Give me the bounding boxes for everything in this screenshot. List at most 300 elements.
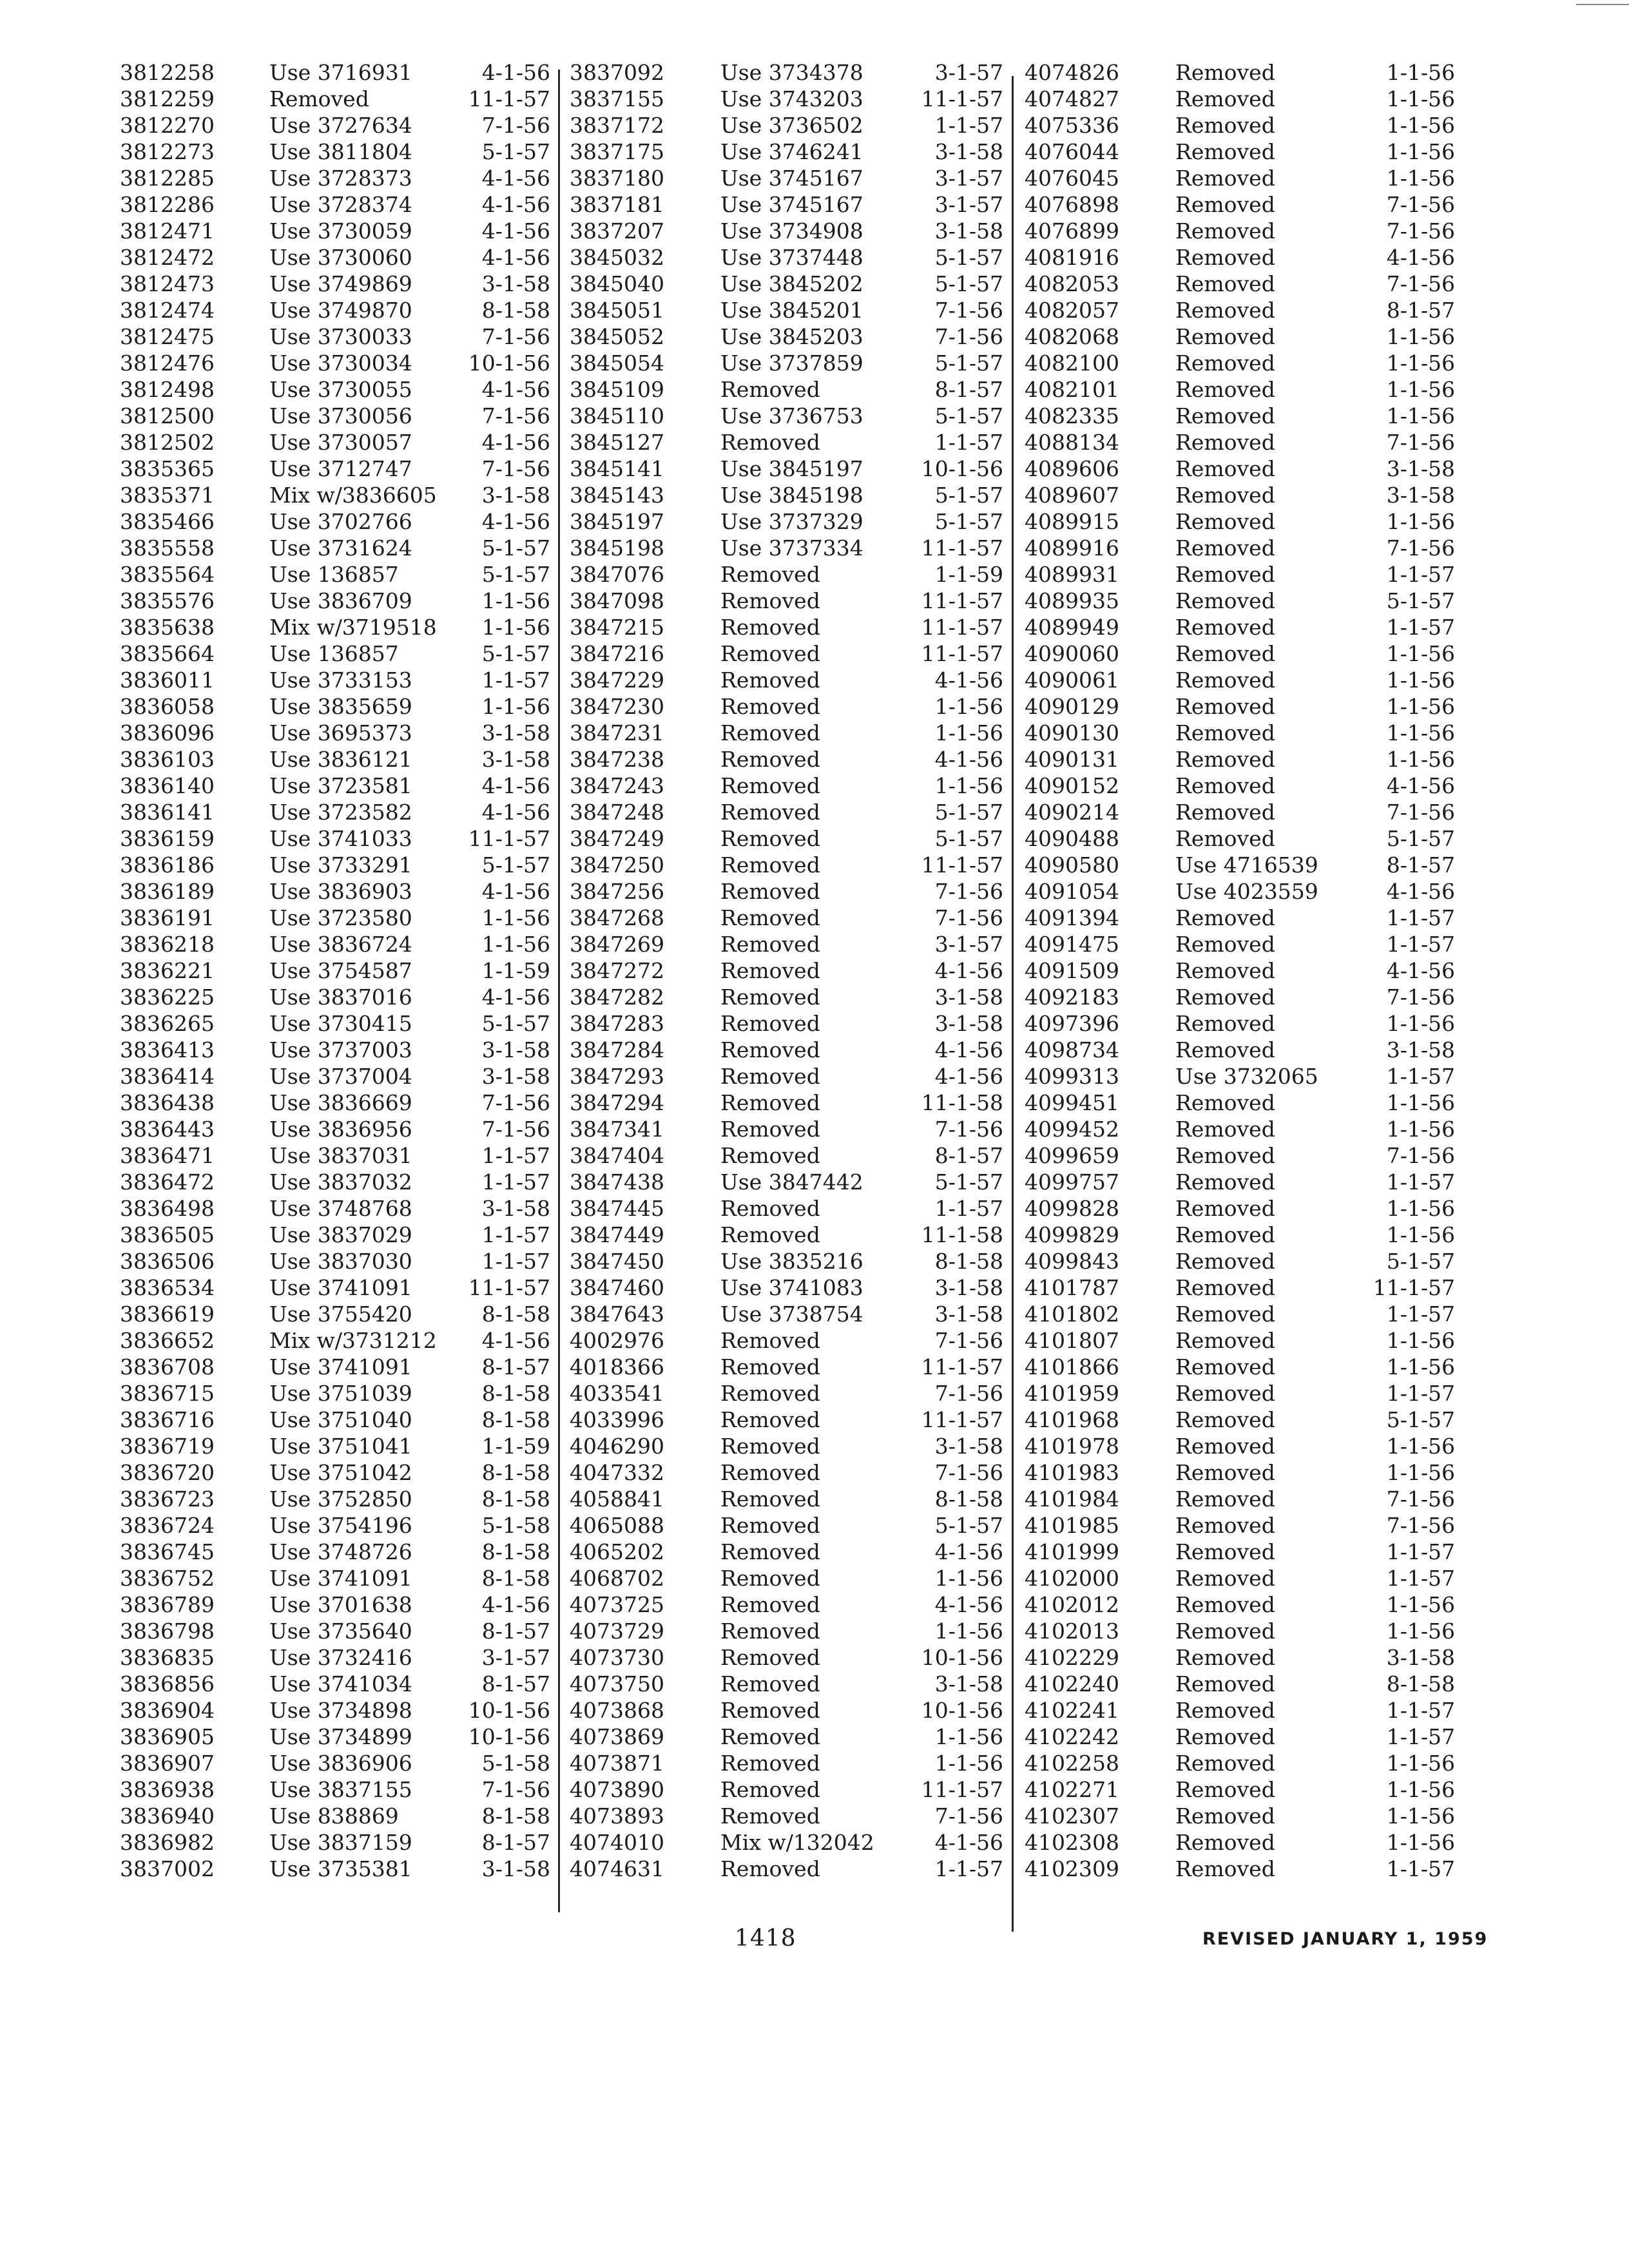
disposition-text: Use 3751041 bbox=[269, 1434, 412, 1459]
effective-date: 1-1-56 bbox=[1386, 1328, 1455, 1353]
effective-date: 1-1-56 bbox=[934, 720, 1003, 745]
effective-date: 4-1-56 bbox=[481, 377, 550, 402]
part-number: 4102307 bbox=[1025, 1803, 1119, 1829]
disposition-text: Use 3811804 bbox=[269, 139, 412, 164]
part-number: 3835558 bbox=[120, 535, 215, 561]
table-row bbox=[111, 1776, 555, 1803]
table-row bbox=[111, 852, 555, 878]
effective-date: 1-1-56 bbox=[934, 1566, 1003, 1591]
effective-date: 7-1-56 bbox=[1386, 1513, 1455, 1538]
table-row bbox=[561, 984, 1008, 1010]
disposition-text: Removed bbox=[1175, 1037, 1275, 1062]
disposition-text: Removed bbox=[1175, 826, 1275, 851]
part-number: 3812471 bbox=[120, 218, 215, 244]
disposition-text: Use 3754196 bbox=[269, 1513, 412, 1538]
effective-date: 1-1-56 bbox=[934, 773, 1003, 798]
effective-date: 1-1-56 bbox=[1386, 641, 1455, 666]
part-number: 3837175 bbox=[570, 139, 664, 164]
disposition-text: Use 3736753 bbox=[720, 403, 863, 428]
effective-date: 3-1-58 bbox=[1386, 483, 1455, 508]
part-number: 4101959 bbox=[1025, 1381, 1119, 1406]
table-row bbox=[1016, 1301, 1460, 1327]
part-number: 4101802 bbox=[1025, 1302, 1119, 1327]
part-number: 4099659 bbox=[1025, 1143, 1119, 1168]
part-number: 4091475 bbox=[1025, 932, 1119, 957]
disposition-text: Removed bbox=[1175, 351, 1275, 376]
effective-date: 1-1-56 bbox=[1386, 1090, 1455, 1115]
disposition-text: Use 3727634 bbox=[269, 113, 412, 138]
disposition-text: Use 3730033 bbox=[269, 324, 412, 349]
part-number: 3847250 bbox=[570, 852, 664, 878]
table-row bbox=[561, 86, 1008, 112]
part-number: 3836505 bbox=[120, 1222, 215, 1247]
table-row bbox=[561, 218, 1008, 244]
effective-date: 11-1-57 bbox=[468, 1275, 550, 1300]
part-number: 3836724 bbox=[120, 1513, 215, 1538]
disposition-text: Removed bbox=[720, 958, 820, 983]
table-row bbox=[561, 535, 1008, 561]
disposition-text: Removed bbox=[1175, 1460, 1275, 1485]
table-row bbox=[1016, 1776, 1460, 1803]
effective-date: 1-1-59 bbox=[481, 1434, 550, 1459]
effective-date: 7-1-56 bbox=[934, 1803, 1003, 1829]
part-number: 3847283 bbox=[570, 1011, 664, 1036]
disposition-text: Removed bbox=[1175, 1592, 1275, 1617]
effective-date: 4-1-56 bbox=[481, 430, 550, 455]
table-row bbox=[1016, 1724, 1460, 1750]
part-number: 3836789 bbox=[120, 1592, 215, 1617]
part-number: 3845032 bbox=[570, 245, 664, 270]
effective-date: 3-1-58 bbox=[934, 1671, 1003, 1696]
table-row bbox=[1016, 350, 1460, 376]
table-row bbox=[111, 1433, 555, 1459]
table-row bbox=[111, 1195, 555, 1222]
part-number: 3847268 bbox=[570, 905, 664, 930]
effective-date: 3-1-58 bbox=[934, 139, 1003, 164]
effective-date: 7-1-56 bbox=[1386, 271, 1455, 296]
disposition-text: Use 3723580 bbox=[269, 905, 412, 930]
disposition-text: Removed bbox=[720, 773, 820, 798]
disposition-text: Removed bbox=[1175, 615, 1275, 640]
effective-date: 1-1-56 bbox=[481, 588, 550, 613]
effective-date: 11-1-57 bbox=[468, 86, 550, 111]
disposition-text: Use 3837030 bbox=[269, 1249, 412, 1274]
table-row bbox=[561, 693, 1008, 720]
disposition-text: Use 3836121 bbox=[269, 747, 412, 772]
part-number: 3836708 bbox=[120, 1354, 215, 1379]
disposition-text: Removed bbox=[1175, 694, 1275, 719]
disposition-text: Removed bbox=[1175, 1434, 1275, 1459]
effective-date: 11-1-57 bbox=[921, 588, 1003, 613]
part-number: 3847248 bbox=[570, 800, 664, 825]
table-row bbox=[1016, 1856, 1460, 1882]
disposition-text: Removed bbox=[1175, 1407, 1275, 1432]
part-number: 4076898 bbox=[1025, 192, 1119, 217]
effective-date: 4-1-56 bbox=[934, 1830, 1003, 1855]
part-number: 3845198 bbox=[570, 535, 664, 561]
part-number: 3836719 bbox=[120, 1434, 215, 1459]
disposition-text: Removed bbox=[1175, 1011, 1275, 1036]
disposition-text: Use 4023559 bbox=[1175, 879, 1318, 904]
disposition-text: Removed bbox=[1175, 1751, 1275, 1776]
effective-date: 8-1-58 bbox=[934, 1249, 1003, 1274]
disposition-text: Use 3737448 bbox=[720, 245, 863, 270]
table-row bbox=[561, 1037, 1008, 1063]
effective-date: 5-1-57 bbox=[934, 403, 1003, 428]
table-row bbox=[1016, 1671, 1460, 1697]
disposition-text: Removed bbox=[720, 800, 820, 825]
table-row bbox=[561, 1063, 1008, 1090]
disposition-text: Removed bbox=[1175, 1619, 1275, 1644]
table-row bbox=[561, 350, 1008, 376]
table-row bbox=[1016, 799, 1460, 825]
table-row bbox=[111, 1512, 555, 1539]
disposition-text: Removed bbox=[720, 641, 820, 666]
part-number: 3835564 bbox=[120, 562, 215, 587]
part-number: 4046290 bbox=[570, 1434, 664, 1459]
part-number: 3812473 bbox=[120, 271, 215, 296]
part-number: 4092183 bbox=[1025, 985, 1119, 1010]
effective-date: 4-1-56 bbox=[1386, 245, 1455, 270]
effective-date: 4-1-56 bbox=[481, 1328, 550, 1353]
disposition-text: Removed bbox=[720, 1724, 820, 1749]
table-row bbox=[111, 456, 555, 482]
effective-date: 5-1-57 bbox=[481, 641, 550, 666]
disposition-text: Use 3735640 bbox=[269, 1619, 412, 1644]
disposition-text: Removed bbox=[720, 1222, 820, 1247]
effective-date: 5-1-57 bbox=[481, 535, 550, 561]
table-row bbox=[111, 1750, 555, 1776]
table-row bbox=[561, 1750, 1008, 1776]
table-row bbox=[561, 905, 1008, 931]
disposition-text: Use 3835216 bbox=[720, 1249, 863, 1274]
effective-date: 4-1-56 bbox=[934, 1539, 1003, 1564]
table-row bbox=[561, 640, 1008, 667]
table-row bbox=[1016, 1565, 1460, 1591]
disposition-text: Removed bbox=[1175, 483, 1275, 508]
disposition-text: Use 3751039 bbox=[269, 1381, 412, 1406]
part-number: 3847438 bbox=[570, 1169, 664, 1195]
effective-date: 1-1-56 bbox=[1386, 377, 1455, 402]
disposition-text: Removed bbox=[1175, 588, 1275, 613]
part-number: 4065088 bbox=[570, 1513, 664, 1538]
disposition-text: Removed bbox=[1175, 562, 1275, 587]
disposition-text: Use 838869 bbox=[269, 1803, 399, 1829]
table-row bbox=[111, 1539, 555, 1565]
disposition-text: Use 3745167 bbox=[720, 166, 863, 191]
table-row bbox=[561, 1803, 1008, 1829]
table-row bbox=[561, 482, 1008, 508]
part-number: 3836723 bbox=[120, 1486, 215, 1512]
disposition-text: Use 3723581 bbox=[269, 773, 412, 798]
disposition-text: Removed bbox=[1175, 298, 1275, 323]
table-row bbox=[1016, 1274, 1460, 1301]
disposition-text: Removed bbox=[1175, 166, 1275, 191]
effective-date: 7-1-56 bbox=[1386, 430, 1455, 455]
part-number: 3847249 bbox=[570, 826, 664, 851]
disposition-text: Use 3837016 bbox=[269, 985, 412, 1010]
disposition-text: Removed bbox=[1175, 403, 1275, 428]
disposition-text: Use 3730060 bbox=[269, 245, 412, 270]
table-row bbox=[561, 1539, 1008, 1565]
disposition-text: Use 3730034 bbox=[269, 351, 412, 376]
table-row bbox=[111, 191, 555, 218]
effective-date: 4-1-56 bbox=[934, 668, 1003, 693]
effective-date: 4-1-56 bbox=[481, 166, 550, 191]
part-number: 3836472 bbox=[120, 1169, 215, 1195]
part-number: 3812476 bbox=[120, 351, 215, 376]
part-number: 3812258 bbox=[120, 60, 215, 85]
table-row bbox=[561, 376, 1008, 403]
table-row bbox=[561, 1222, 1008, 1248]
effective-date: 1-1-57 bbox=[1386, 562, 1455, 587]
effective-date: 1-1-57 bbox=[481, 1249, 550, 1274]
part-number: 4102241 bbox=[1025, 1698, 1119, 1723]
table-row bbox=[561, 59, 1008, 86]
part-number: 4099843 bbox=[1025, 1249, 1119, 1274]
disposition-text: Use 3735381 bbox=[269, 1856, 412, 1881]
table-row bbox=[561, 720, 1008, 746]
table-row bbox=[1016, 1644, 1460, 1671]
table-row bbox=[111, 1010, 555, 1037]
effective-date: 5-1-57 bbox=[934, 1169, 1003, 1195]
effective-date: 1-1-57 bbox=[1386, 1724, 1455, 1749]
part-number: 3847341 bbox=[570, 1117, 664, 1142]
part-number: 4074631 bbox=[570, 1856, 664, 1881]
table-row bbox=[1016, 1222, 1460, 1248]
effective-date: 8-1-58 bbox=[481, 1381, 550, 1406]
disposition-text: Removed bbox=[1175, 1803, 1275, 1829]
effective-date: 11-1-57 bbox=[921, 1777, 1003, 1802]
table-row bbox=[561, 244, 1008, 271]
disposition-text: Removed bbox=[1175, 271, 1275, 296]
part-number: 4098734 bbox=[1025, 1037, 1119, 1062]
table-row bbox=[1016, 1591, 1460, 1618]
table-row bbox=[1016, 957, 1460, 984]
disposition-text: Removed bbox=[1175, 509, 1275, 534]
disposition-text: Removed bbox=[720, 1592, 820, 1617]
effective-date: 1-1-57 bbox=[481, 668, 550, 693]
table-row bbox=[561, 1618, 1008, 1644]
part-number: 4082057 bbox=[1025, 298, 1119, 323]
effective-date: 5-1-57 bbox=[481, 1011, 550, 1036]
disposition-text: Removed bbox=[720, 1196, 820, 1221]
effective-date: 4-1-56 bbox=[934, 958, 1003, 983]
disposition-text: Use 3836669 bbox=[269, 1090, 412, 1115]
table-row bbox=[111, 1459, 555, 1486]
effective-date: 1-1-56 bbox=[1386, 1222, 1455, 1247]
table-row bbox=[111, 1591, 555, 1618]
part-number: 4090580 bbox=[1025, 852, 1119, 878]
table-row bbox=[111, 905, 555, 931]
effective-date: 5-1-57 bbox=[934, 509, 1003, 534]
part-number: 4090131 bbox=[1025, 747, 1119, 772]
effective-date: 1-1-56 bbox=[1386, 1777, 1455, 1802]
disposition-text: Removed bbox=[1175, 932, 1275, 957]
disposition-text: Mix w/132042 bbox=[720, 1830, 874, 1855]
table-row bbox=[1016, 376, 1460, 403]
effective-date: 11-1-57 bbox=[921, 535, 1003, 561]
disposition-text: Removed bbox=[269, 86, 369, 111]
effective-date: 11-1-57 bbox=[1373, 1275, 1455, 1300]
part-number: 4018366 bbox=[570, 1354, 664, 1379]
disposition-text: Removed bbox=[720, 1539, 820, 1564]
part-number: 3836715 bbox=[120, 1381, 215, 1406]
table-row bbox=[1016, 931, 1460, 957]
disposition-text: Removed bbox=[720, 1381, 820, 1406]
table-row bbox=[561, 1644, 1008, 1671]
part-number: 4091509 bbox=[1025, 958, 1119, 983]
effective-date: 7-1-56 bbox=[934, 298, 1003, 323]
effective-date: 5-1-57 bbox=[1386, 1407, 1455, 1432]
disposition-text: Use 3737003 bbox=[269, 1037, 412, 1062]
table-row bbox=[561, 1274, 1008, 1301]
part-number: 3812498 bbox=[120, 377, 215, 402]
disposition-text: Removed bbox=[1175, 139, 1275, 164]
effective-date: 1-1-56 bbox=[1386, 113, 1455, 138]
effective-date: 7-1-56 bbox=[481, 1090, 550, 1115]
table-row bbox=[561, 1512, 1008, 1539]
table-row bbox=[1016, 746, 1460, 773]
table-row bbox=[561, 588, 1008, 614]
table-row bbox=[561, 1169, 1008, 1195]
effective-date: 1-1-56 bbox=[1386, 1354, 1455, 1379]
part-number: 4033996 bbox=[570, 1407, 664, 1432]
disposition-text: Use 3737329 bbox=[720, 509, 863, 534]
table-row bbox=[1016, 1750, 1460, 1776]
table-row bbox=[111, 1248, 555, 1274]
disposition-text: Use 3836903 bbox=[269, 879, 412, 904]
effective-date: 8-1-58 bbox=[481, 1460, 550, 1485]
disposition-text: Use 3736502 bbox=[720, 113, 863, 138]
effective-date: 8-1-58 bbox=[1386, 1671, 1455, 1696]
disposition-text: Use 3716931 bbox=[269, 60, 412, 85]
disposition-text: Use 3741083 bbox=[720, 1275, 863, 1300]
effective-date: 11-1-57 bbox=[921, 1407, 1003, 1432]
effective-date: 3-1-58 bbox=[934, 1275, 1003, 1300]
effective-date: 8-1-57 bbox=[934, 377, 1003, 402]
table-row bbox=[561, 323, 1008, 350]
table-row bbox=[111, 1803, 555, 1829]
parts-column-3 bbox=[1016, 59, 1460, 1882]
table-row bbox=[1016, 112, 1460, 139]
part-number: 3845143 bbox=[570, 483, 664, 508]
part-number: 4089915 bbox=[1025, 509, 1119, 534]
effective-date: 7-1-56 bbox=[934, 1328, 1003, 1353]
part-number: 4101787 bbox=[1025, 1275, 1119, 1300]
revision-note: REVISED JANUARY 1, 1959 bbox=[1202, 1929, 1489, 1949]
effective-date: 10-1-56 bbox=[921, 1698, 1003, 1723]
effective-date: 1-1-57 bbox=[934, 430, 1003, 455]
part-number: 4090060 bbox=[1025, 641, 1119, 666]
part-number: 3845110 bbox=[570, 403, 664, 428]
table-row bbox=[1016, 1407, 1460, 1433]
table-row bbox=[111, 1037, 555, 1063]
disposition-text: Removed bbox=[720, 1751, 820, 1776]
part-number: 4099452 bbox=[1025, 1117, 1119, 1142]
part-number: 3836191 bbox=[120, 905, 215, 930]
part-number: 3836011 bbox=[120, 668, 215, 693]
part-number: 3837207 bbox=[570, 218, 664, 244]
effective-date: 7-1-56 bbox=[481, 456, 550, 481]
effective-date: 4-1-56 bbox=[481, 60, 550, 85]
effective-date: 10-1-56 bbox=[468, 1724, 550, 1749]
table-row bbox=[1016, 456, 1460, 482]
table-row bbox=[561, 1010, 1008, 1037]
disposition-text: Removed bbox=[720, 615, 820, 640]
disposition-text: Removed bbox=[1175, 1566, 1275, 1591]
effective-date: 1-1-56 bbox=[1386, 351, 1455, 376]
disposition-text: Use 136857 bbox=[269, 641, 399, 666]
effective-date: 5-1-57 bbox=[934, 483, 1003, 508]
table-row bbox=[1016, 1063, 1460, 1090]
disposition-text: Removed bbox=[1175, 720, 1275, 745]
effective-date: 11-1-58 bbox=[921, 1222, 1003, 1247]
disposition-text: Removed bbox=[1175, 1354, 1275, 1379]
effective-date: 1-1-56 bbox=[1386, 86, 1455, 111]
disposition-text: Removed bbox=[720, 905, 820, 930]
effective-date: 3-1-58 bbox=[1386, 1645, 1455, 1670]
table-row bbox=[111, 1090, 555, 1116]
effective-date: 8-1-57 bbox=[934, 1143, 1003, 1168]
table-row bbox=[1016, 1169, 1460, 1195]
part-number: 3847449 bbox=[570, 1222, 664, 1247]
part-number: 3845141 bbox=[570, 456, 664, 481]
part-number: 4101999 bbox=[1025, 1539, 1119, 1564]
disposition-text: Use 3752850 bbox=[269, 1486, 412, 1512]
table-row bbox=[1016, 429, 1460, 456]
disposition-text: Removed bbox=[720, 1777, 820, 1802]
effective-date: 5-1-57 bbox=[934, 245, 1003, 270]
effective-date: 5-1-57 bbox=[934, 1513, 1003, 1538]
part-number: 3835638 bbox=[120, 615, 215, 640]
effective-date: 8-1-57 bbox=[481, 1671, 550, 1696]
disposition-text: Use 3845202 bbox=[720, 271, 863, 296]
part-number: 3836438 bbox=[120, 1090, 215, 1115]
effective-date: 7-1-56 bbox=[934, 324, 1003, 349]
disposition-text: Use 3731624 bbox=[269, 535, 412, 561]
effective-date: 4-1-56 bbox=[481, 773, 550, 798]
disposition-text: Use 3737004 bbox=[269, 1064, 412, 1089]
disposition-text: Use 3837032 bbox=[269, 1169, 412, 1195]
table-row bbox=[561, 614, 1008, 640]
part-number: 3847243 bbox=[570, 773, 664, 798]
part-number: 3812472 bbox=[120, 245, 215, 270]
part-number: 4076899 bbox=[1025, 218, 1119, 244]
table-row bbox=[561, 271, 1008, 297]
table-row bbox=[561, 1380, 1008, 1407]
table-row bbox=[561, 825, 1008, 852]
part-number: 3847284 bbox=[570, 1037, 664, 1062]
part-number: 4074826 bbox=[1025, 60, 1119, 85]
effective-date: 4-1-56 bbox=[481, 218, 550, 244]
part-number: 4073750 bbox=[570, 1671, 664, 1696]
table-row bbox=[1016, 1327, 1460, 1354]
effective-date: 4-1-56 bbox=[1386, 773, 1455, 798]
disposition-text: Removed bbox=[1175, 1143, 1275, 1168]
part-number: 3847215 bbox=[570, 615, 664, 640]
disposition-text: Removed bbox=[1175, 1275, 1275, 1300]
table-row bbox=[561, 773, 1008, 799]
disposition-text: Removed bbox=[720, 1090, 820, 1115]
part-number: 3835365 bbox=[120, 456, 215, 481]
disposition-text: Removed bbox=[720, 562, 820, 587]
table-row bbox=[111, 535, 555, 561]
effective-date: 1-1-56 bbox=[1386, 1011, 1455, 1036]
disposition-text: Removed bbox=[720, 879, 820, 904]
table-row bbox=[1016, 218, 1460, 244]
part-number: 3847272 bbox=[570, 958, 664, 983]
